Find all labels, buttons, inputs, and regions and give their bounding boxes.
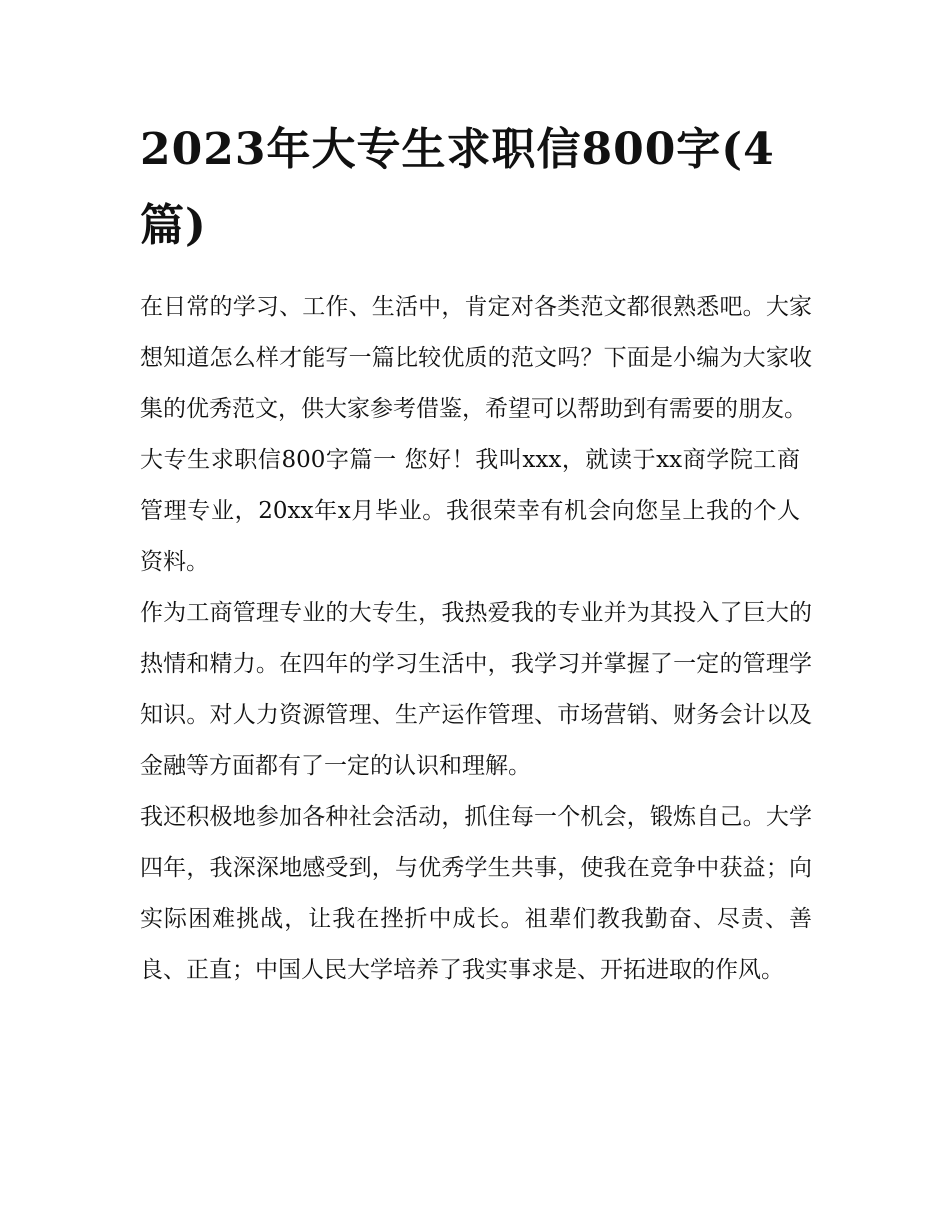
letter-opening-paragraph: 大专生求职信800字篇一 您好！我叫xxx，就读于xx商学院工商管理专业，20xx年x月毕业。我很荣幸有机会向您呈上我的个人资料。 [140,447,800,575]
document-title: 2023年大专生求职信800字(4篇) [140,124,775,251]
document-page [140,110,812,996]
activities-paragraph: 我还积极地参加各种社会活动，抓住每一个机会，锻炼自己。大学四年，我深深地感受到，与优秀学生共事，使我在竞争中获益；向实际困难挑战，让我在挫折中成长。祖辈们教我勤奋、尽责、善良、正直；中国人民大学培养了我实事求是、开拓进取的作风。 [140,804,812,983]
intro-paragraph: 在日常的学习、工作、生活中，肯定对各类范文都很熟悉吧。大家想知道怎么样才能写一篇比较优质的范文吗？下面是小编为大家收集的优秀范文，供大家参考借鉴，希望可以帮助到有需要的朋友。 [140,294,812,422]
major-paragraph: 作为工商管理专业的大专生，我热爱我的专业并为其投入了巨大的热情和精力。在四年的学习生活中，我学习并掌握了一定的管理学知识。对人力资源管理、生产运作管理、市场营销、财务会计以及金融等方面都有了一定的认识和理解。 [140,600,812,779]
